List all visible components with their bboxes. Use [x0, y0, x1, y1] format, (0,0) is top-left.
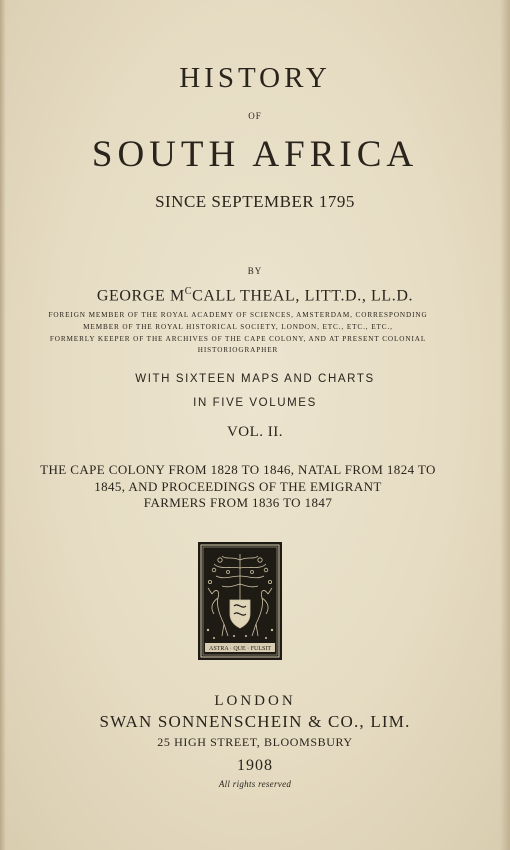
volume-number: VOL. II. — [226, 424, 284, 440]
description-line: FARMERS FROM 1836 TO 1847 — [143, 495, 333, 510]
author-name-part-b: CALL THEAL, LITT.D., LL.D. — [192, 287, 414, 305]
by-label: BY — [247, 266, 263, 276]
publisher-name: SWAN SONNENSCHEIN & CO., LIM. — [99, 712, 411, 731]
affiliation-line: FORMERLY KEEPER OF THE ARCHIVES OF THE CAPE COLONY, AND AT PRESENT COLONIAL — [49, 334, 427, 343]
title-line-south-africa: SOUTH AFRICA — [91, 134, 419, 175]
affiliation-line: HISTORIOGRAPHER — [197, 346, 279, 355]
subtitle: SINCE SEPTEMBER 1795 — [155, 192, 355, 211]
volumes-line: IN FIVE VOLUMES — [193, 397, 317, 409]
imprint-city: LONDON — [214, 693, 296, 709]
volume-description — [8, 462, 468, 512]
author-name-part-a: GEORGE M — [96, 287, 185, 305]
author-name — [0, 286, 510, 305]
title-line-of: OF — [248, 111, 262, 121]
affiliation-line: FOREIGN MEMBER OF THE ROYAL ACADEMY OF SCIENCES, AMSTERDAM, CORRESPONDING — [48, 311, 428, 319]
description-line: THE CAPE COLONY FROM 1828 TO 1846, NATAL FROM 1824 TO — [40, 462, 436, 477]
publisher-emblem — [198, 542, 282, 660]
emblem-motto: ASTRA · QUE · FULSIT — [208, 646, 272, 652]
rights-notice: All rights reserved — [218, 779, 292, 789]
author-affiliation — [12, 310, 464, 357]
author-name-superscript: C — [184, 286, 193, 297]
title-line-history: HISTORY — [179, 62, 331, 94]
publisher-address: 25 HIGH STREET, BLOOMSBURY — [157, 735, 353, 749]
affiliation-line: MEMBER OF THE ROYAL HISTORICAL SOCIETY, LONDON, ETC., ETC., ETC., — [83, 322, 393, 331]
description-line: 1845, AND PROCEEDINGS OF THE EMIGRANT — [94, 478, 382, 494]
publication-year: 1908 — [237, 757, 273, 774]
maps-line: WITH SIXTEEN MAPS AND CHARTS — [135, 373, 375, 385]
